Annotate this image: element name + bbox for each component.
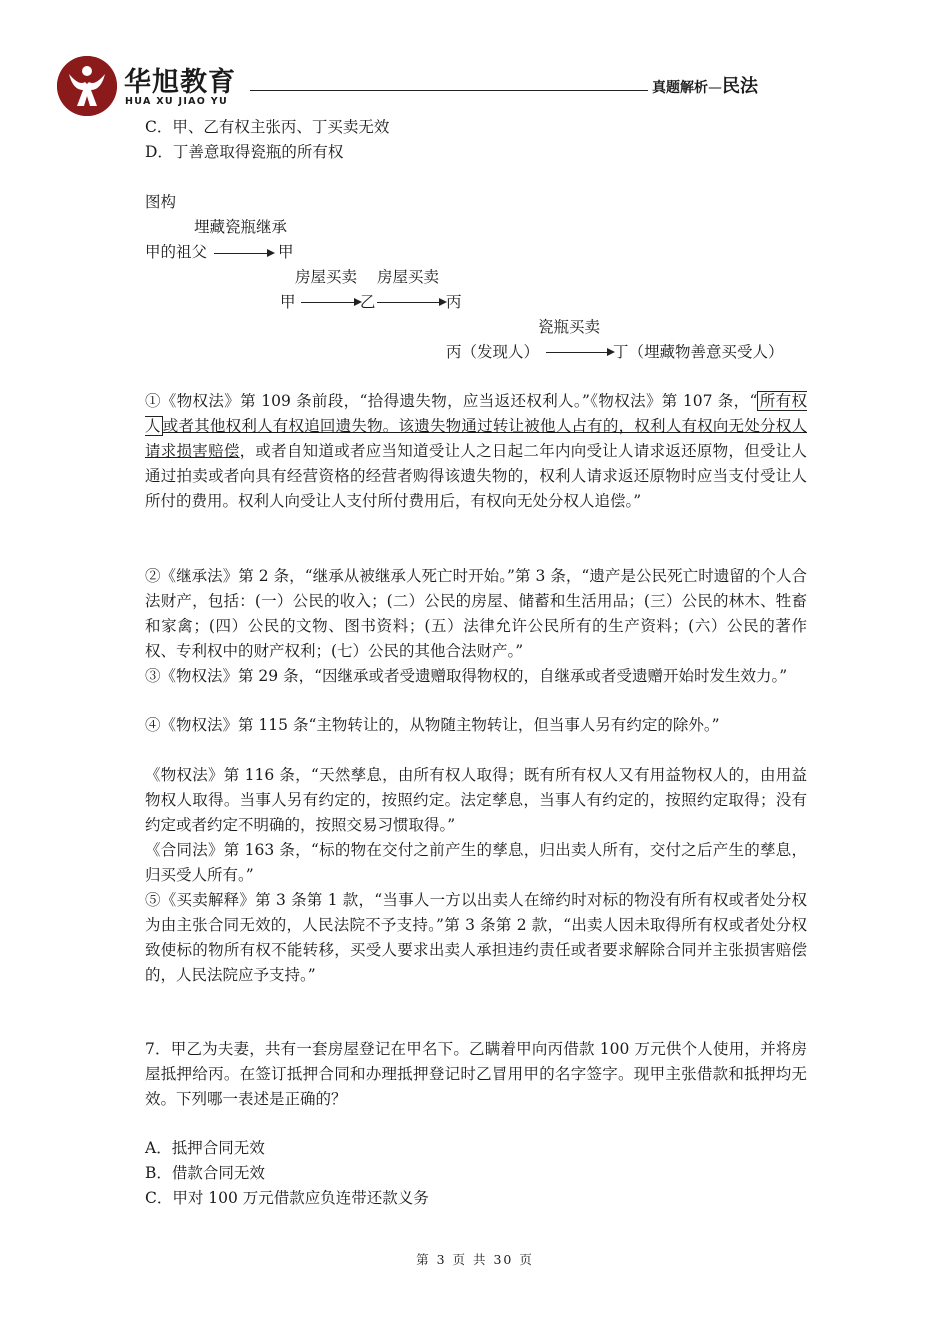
diagram-row3-arrow	[546, 352, 613, 353]
law2-text: ②《继承法》第 2 条，“继承从被继承人死亡时开始。”第 3 条，“遗产是公民死亡时遗留的个人合法财产，包括：(一）公民的收入；(二）公民的房屋、储蓄和生活用品；(三）公民的林木、牲畜和家禽；(四）公民的文物、图书资料；(五）法律允许公民所有的生产资料；(六）公民的著作权、专利权中的财产权利；(七）公民的其他合法财产。”	[145, 567, 807, 660]
diagram-row1-from: 甲的祖父	[145, 243, 208, 261]
header-rule	[250, 90, 648, 91]
law5b-text: 《合同法》第 163 条，“标的物在交付之前产生的孳息，归出卖人所有，交付之后产生的孳息，归买受人所有。”	[145, 841, 807, 884]
header-title	[652, 72, 758, 98]
diagram-heading: 图构	[145, 193, 177, 211]
option-d-top: D．丁善意取得瓷瓶的所有权	[145, 143, 344, 161]
law1-pre: ①《物权法》第 109 条前段，“拾得遗失物，应当返还权利人。”《物权法》第 107 条，“	[145, 392, 758, 410]
diagram-row2-b: 乙	[360, 293, 376, 311]
law1-underlined: 或者其他权利人有权追回遗失物。该遗失物通过转让被他人占有的，权利人有权向无处分权人请求损害赔偿	[145, 417, 807, 460]
logo-emblem	[57, 56, 117, 116]
law-citation-6	[145, 888, 807, 988]
logo-chinese: 华旭教育	[124, 67, 236, 98]
diagram-row1-label: 埋藏瓷瓶继承	[194, 218, 288, 236]
diagram-row2-arrow1	[301, 302, 360, 303]
diagram-row3-from: 丙（发现人）	[446, 343, 540, 361]
header-subject: 民法	[722, 76, 758, 97]
page-footer: 第 3 页 共 30 页	[416, 1252, 534, 1267]
diagram-row3-label: 瓷瓶买卖	[538, 318, 601, 336]
law6-text: ⑤《买卖解释》第 3 条第 1 款，“当事人一方以出卖人在缔约时对标的物没有所有权或者处分权为由主张合同无效的，人民法院不予支持。”第 3 条第 2 款，“出卖人因未取得所有权或者处分权致使标的物所有权不能转移，买受人要求出卖人承担违约责任或者要求解除合同并主张损害赔偿的，人民法院应予支持。”	[145, 891, 807, 984]
option-c-top: C．甲、乙有权主张丙、丁买卖无效	[145, 118, 390, 136]
diagram-row3-to: 丁（埋藏物善意买受人）	[613, 343, 784, 361]
law-citation-4	[145, 713, 807, 738]
law-citation-3	[145, 664, 807, 689]
law1-boxed-term: 所有权人	[145, 392, 807, 435]
law-citation-2	[145, 564, 807, 664]
diagram-row1-to: 甲	[278, 243, 294, 261]
header-dash: —	[708, 80, 722, 96]
question-7-text: 7．甲乙为夫妻，共有一套房屋登记在甲名下。乙瞒着甲向丙借款 100 万元供个人使用，并将房屋抵押给丙。在签订抵押合同和办理抵押登记时乙冒用甲的名字签字。现甲主张借款和抵押均无效。下列哪一表述是正确的？	[145, 1040, 807, 1108]
law-citation-1	[145, 389, 807, 514]
law5a-text: 《物权法》第 116 条，“天然孳息，由所有权人取得；既有所有权人又有用益物权人的，由用益物权人取得。当事人另有约定的，按照约定。法定孳息，当事人有约定的，按照约定取得；没有约定或者约定不明确的，按照交易习惯取得。”	[145, 766, 807, 834]
law-citation-5a	[145, 763, 807, 838]
question-7-option-b: B．借款合同无效	[145, 1164, 265, 1182]
question-7-option-c: C．甲对 100 万元借款应负连带还款义务	[145, 1189, 429, 1207]
logo-pinyin: HUA XU JIAO YU	[125, 96, 228, 107]
law4-text: ④《物权法》第 115 条“主物转让的，从物随主物转让，但当事人另有约定的除外。”	[145, 716, 720, 734]
law-citation-5b	[145, 838, 807, 888]
diagram-row2-c: 丙	[446, 293, 462, 311]
logo-figure-icon	[57, 56, 117, 116]
question-7-option-a: A．抵押合同无效	[145, 1139, 265, 1157]
law1-rest: ，或者自知道或者应当知道受让人之日起二年内向受让人请求返还原物，但受让人通过拍卖或者向具有经营资格的经营者购得该遗失物的，权利人请求返还原物时应当支付受让人所付的费用。权利人向受让人支付所付费用后，有权向无处分权人追偿。”	[145, 442, 807, 510]
question-7	[145, 1037, 807, 1112]
diagram-row2-label1: 房屋买卖	[295, 268, 358, 286]
diagram-row2-arrow2	[377, 302, 445, 303]
header-subtitle: 真题解析	[652, 80, 708, 96]
law3-text: ③《物权法》第 29 条，“因继承或者受遗赠取得物权的，自继承或者受遗赠开始时发生效力。”	[145, 667, 788, 685]
diagram-row2-a: 甲	[280, 293, 296, 311]
diagram-row1-arrow	[214, 253, 273, 254]
diagram-row2-label2: 房屋买卖	[377, 268, 440, 286]
